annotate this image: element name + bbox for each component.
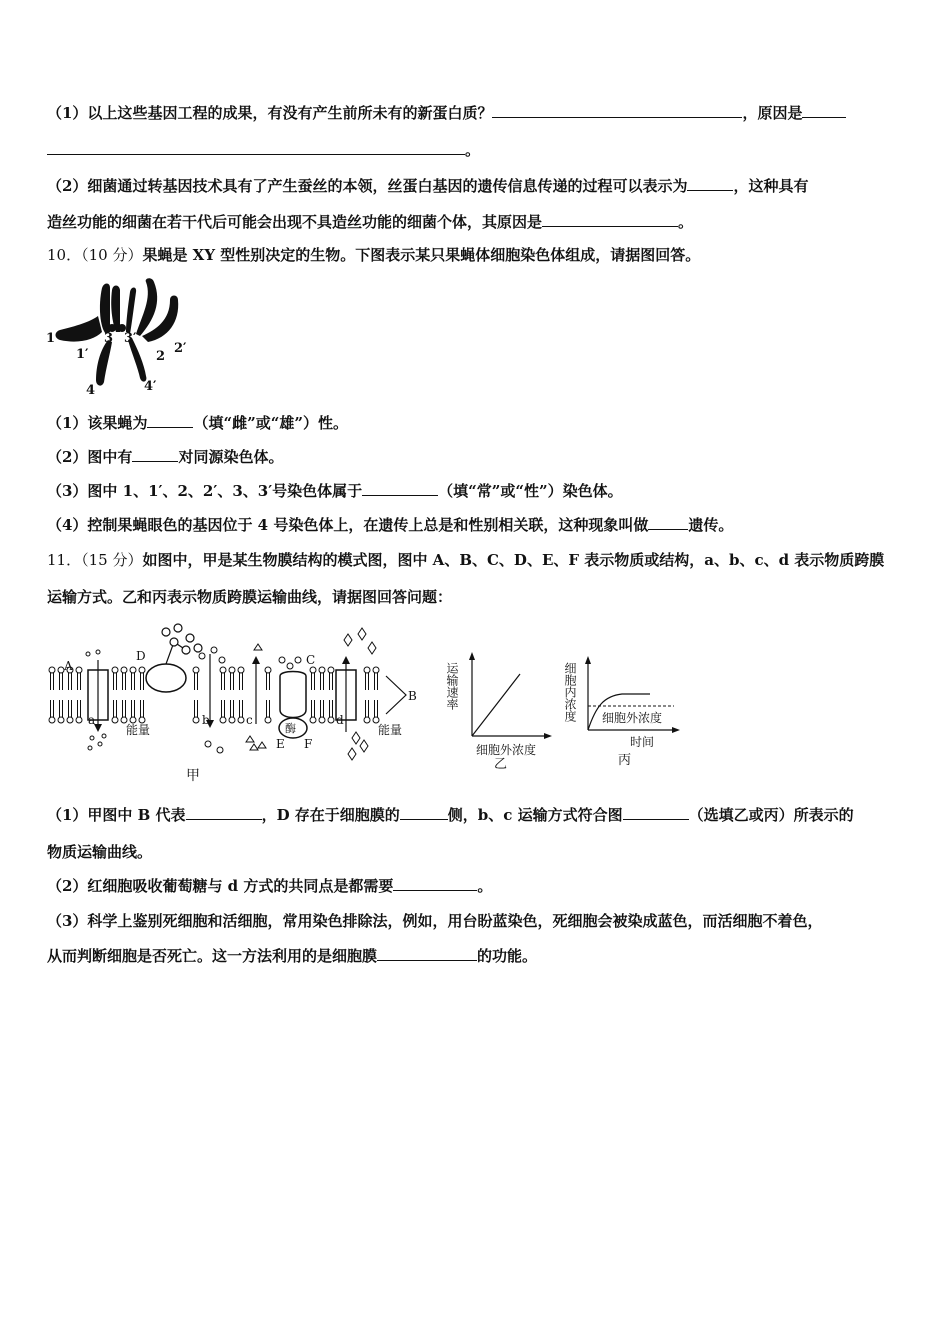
carrier-protein — [280, 672, 306, 718]
q11-sub2: （2）红细胞吸收葡萄糖与 d 方式的共同点是都需要 。 — [47, 877, 493, 895]
phospholipid-head — [373, 667, 379, 673]
figure-yi-caption: 乙 — [494, 757, 508, 772]
linear-curve — [472, 674, 520, 736]
q11-stem-line1: 11．（15 分）如图中，甲是某生物膜结构的模式图，图中 A、B、C、D、E、F 表示物质或结构，a、b、c、d 表示物质跨膜 — [47, 551, 885, 569]
label-d: d — [336, 713, 344, 727]
phospholipid-head — [310, 717, 316, 723]
q10-sub1: （1）该果蝇为 （填“雌”或“雄”）性。 — [47, 414, 348, 432]
sugar-chain — [162, 624, 202, 664]
chromosome-1 — [56, 316, 103, 342]
q9-answer-blank-2[interactable] — [802, 103, 846, 118]
arrow-d-head — [342, 656, 350, 664]
label-energy-right: 能量 — [378, 723, 403, 737]
label-b: b — [202, 713, 210, 727]
q9-part1-line1: （1）以上这些基因工程的成果，有没有产生前所未有的新蛋白质？ ，原因是 — [47, 103, 846, 123]
phospholipid-head — [193, 667, 199, 673]
label-C: C — [306, 653, 316, 667]
bing-dash-label: 细胞外浓度 — [602, 711, 663, 725]
label-a: a — [88, 713, 96, 727]
phospholipid-head — [328, 717, 334, 723]
label-energy-left: 能量 — [126, 723, 151, 737]
label-B: B — [408, 689, 417, 703]
label-A: A — [64, 659, 73, 673]
concentration-time-graph — [563, 656, 686, 770]
phospholipid-head — [364, 717, 370, 723]
phospholipid-head — [76, 717, 82, 723]
molecules — [86, 628, 376, 760]
phospholipid-head — [265, 717, 271, 723]
q9-answer-blank-4[interactable] — [687, 176, 733, 191]
phospholipid-head — [328, 667, 334, 673]
q9-part1-line2: 。 — [47, 140, 480, 160]
figure-bing-caption: 丙 — [618, 753, 632, 768]
phospholipid-head — [238, 667, 244, 673]
bing-ylabel: 细胞内浓度 — [563, 662, 577, 722]
q11-answer-blank-1[interactable] — [186, 805, 262, 820]
label-enzyme: 酶 — [285, 722, 296, 735]
phospholipid-head — [112, 667, 118, 673]
label-E: E — [276, 737, 285, 751]
chromosome-2 — [136, 278, 157, 336]
label-F: F — [304, 737, 313, 751]
arrow-c-head — [252, 656, 260, 664]
fruitfly-chromosome-figure — [44, 276, 194, 398]
phospholipid-head — [364, 667, 370, 673]
chromosome-3-prime — [126, 288, 136, 335]
q9-part2-line1: （2）细菌通过转基因技术具有了产生蚕丝的本领，丝蛋白基因的遗传信息传递的过程可以表示为 ，这种具有 — [47, 177, 809, 195]
q9-part2-line2: 造丝功能的细菌在若干代后可能会出现不具造丝功能的细菌个体，其原因是 。 — [47, 213, 694, 231]
phospholipid-head — [229, 717, 235, 723]
yi-ylabel: 运输速率 — [445, 662, 459, 710]
q11-answer-blank-5[interactable] — [377, 946, 477, 961]
phospholipid-head — [319, 717, 325, 723]
q9-answer-blank-3[interactable] — [47, 140, 465, 155]
phospholipid-head — [76, 667, 82, 673]
label-c: c — [246, 713, 253, 727]
transport-rate-graph — [444, 648, 554, 770]
label-2-prime: 2′ — [174, 341, 187, 356]
phospholipid-head — [49, 667, 55, 673]
q11-sub3-line2: 从而判断细胞是否死亡。这一方法利用的是细胞膜 的功能。 — [47, 947, 538, 965]
phospholipid-head — [265, 667, 271, 673]
q10-answer-blank-1[interactable] — [147, 413, 193, 428]
phospholipid-head — [112, 717, 118, 723]
label-4-prime: 4′ — [144, 379, 157, 394]
q9-answer-blank-1[interactable] — [492, 103, 742, 118]
phospholipid-head — [229, 667, 235, 673]
arrow-b-side — [386, 676, 406, 714]
q11-sub1-line1: （1）甲图中 B 代表 ，D 存在于细胞膜的 侧，b、c 运输方式符合图 （选填乙或丙）所表示的 — [47, 806, 854, 824]
label-3: 3 — [104, 331, 114, 346]
q10-answer-blank-4[interactable] — [648, 515, 688, 530]
membrane-structure-figure — [44, 620, 424, 788]
phospholipid-head — [121, 667, 127, 673]
phospholipid-head — [193, 717, 199, 723]
q10-answer-blank-3[interactable] — [362, 481, 438, 496]
q10-sub2: （2）图中有 对同源染色体。 — [47, 448, 284, 466]
label-2: 2 — [156, 349, 166, 364]
q11-sub3-line1: （3）科学上鉴别死细胞和活细胞，常用染色排除法，例如，用台盼蓝染色，死细胞会被染成蓝色，而活细胞不着色， — [47, 912, 823, 930]
phospholipid-head — [67, 717, 73, 723]
bing-xlabel: 时间 — [630, 735, 655, 749]
phospholipid-head — [238, 717, 244, 723]
label-4: 4 — [86, 383, 96, 398]
phospholipid-head — [139, 667, 145, 673]
q11-answer-blank-3[interactable] — [623, 805, 689, 820]
q11-sub1-line2: 物质运输曲线。 — [47, 843, 153, 861]
yi-xlabel: 细胞外浓度 — [476, 743, 537, 757]
q11-stem-line2: 运输方式。乙和丙表示物质跨膜运输曲线，请据图回答问题： — [47, 588, 453, 606]
phospholipid-head — [310, 667, 316, 673]
label-1-prime: 1′ — [76, 347, 89, 362]
phospholipid-head — [220, 667, 226, 673]
arrow-a-head — [94, 724, 102, 732]
phospholipid-head — [58, 717, 64, 723]
q10-answer-blank-2[interactable] — [132, 447, 178, 462]
phospholipid-head — [130, 667, 136, 673]
q10-sub4: （4）控制果蝇眼色的基因位于 4 号染色体上，在遗传上总是和性别相关联，这种现象叫做 遗传。 — [47, 516, 734, 534]
glycoprotein-d — [146, 664, 186, 692]
q11-answer-blank-2[interactable] — [400, 805, 448, 820]
q10-sub3: （3）图中 1、1′、2、2′、3、3′号染色体属于 （填“常”或“性”）染色体。 — [47, 482, 623, 500]
q11-number: 11．（15 分） — [47, 551, 143, 569]
q11-answer-blank-4[interactable] — [393, 876, 477, 891]
figure-jia-caption: 甲 — [186, 768, 200, 784]
phospholipid-head — [49, 717, 55, 723]
phospholipid-head — [319, 667, 325, 673]
label-1: 1 — [46, 331, 56, 346]
phospholipid-head — [220, 717, 226, 723]
q10-number: 10．（10 分） — [47, 246, 143, 264]
label-D: D — [136, 649, 146, 663]
chromosome-4 — [96, 340, 112, 386]
q10-stem: 10．（10 分）果蝇是 XY 型性别决定的生物。下图表示某只果蝇体细胞染色体组成，请据图回答。 — [47, 246, 701, 264]
label-3-prime: 3′ — [124, 331, 137, 346]
q9-answer-blank-5[interactable] — [542, 212, 678, 227]
